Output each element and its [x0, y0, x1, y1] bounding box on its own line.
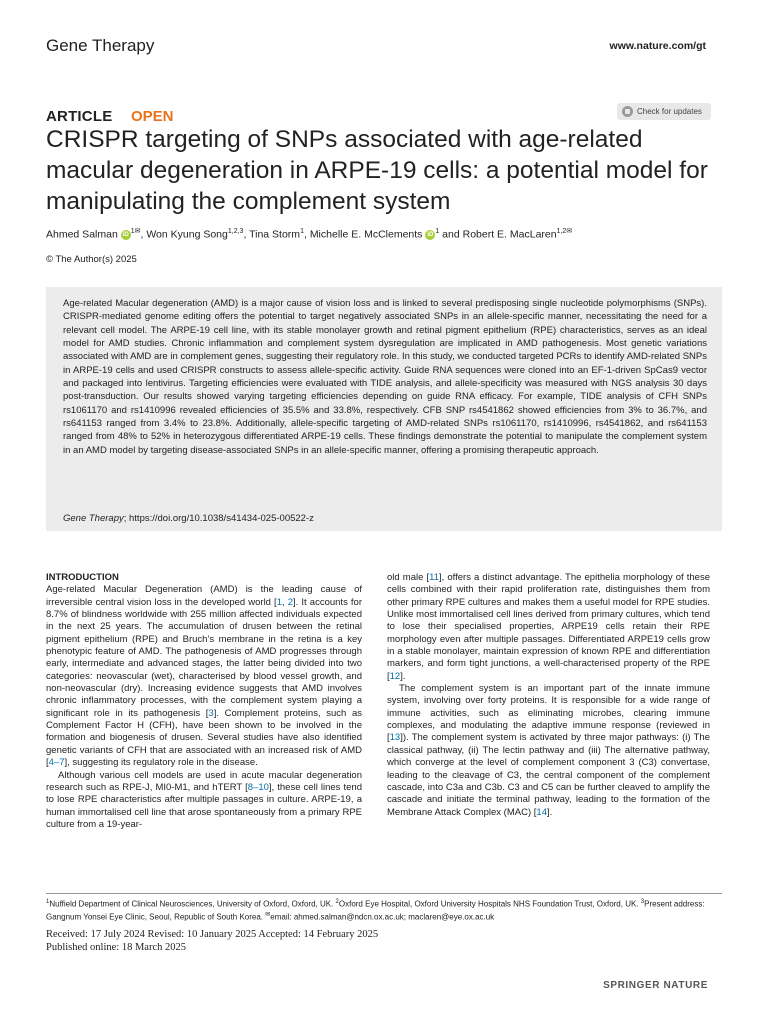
journal-url-link[interactable]: www.nature.com/gt	[609, 40, 706, 52]
reference-link[interactable]: 1	[276, 596, 282, 608]
check-for-updates-button[interactable]	[617, 103, 711, 120]
paragraph-text: ], offers a distinct advantage. The epithelia morphology of these cells combined with their rapid proliferation rate, distinguishes them from other primary RPE cultures and makes them a useful model for RPE studies. Unlike most immortalised cell lines derived from primary cultures, which tend to lose their specialised properties, ARPE19 cells retain their RPE morphology even after multiple passages. Differentiated ARPE19 cells grow in a stable monolayer, maintain expression of known RPE and differentiation markers, and form tight junctions, a well-characterised property of the RPE [	[387, 572, 710, 682]
body-column-left	[46, 572, 362, 831]
body-paragraph	[387, 572, 710, 683]
footnote-marker: 3	[640, 899, 645, 905]
dates-line-received: Received: 17 July 2024 Revised: 10 January 2025 Accepted: 14 February 2025	[46, 929, 379, 940]
reference-link[interactable]: 3	[208, 707, 214, 719]
article-type-label: ARTICLE	[46, 108, 113, 125]
reference-link[interactable]: 14	[536, 806, 547, 818]
reference-link[interactable]: 2	[287, 596, 294, 608]
check-updates-label: Check for updates	[637, 107, 702, 116]
author-name[interactable]: Won Kyung Song	[146, 228, 228, 241]
body-column-right	[387, 572, 710, 819]
author-name[interactable]: Michelle E. McClements	[309, 228, 423, 241]
paragraph-text: ].	[546, 806, 553, 818]
abstract-text: Age-related Macular degeneration (AMD) is a major cause of vision loss and is linked to several predisposing single nucleotide polymorphisms (SNPs). CRISPR-mediated genome editing offers the potential to target negatively associated SNPs in an allele-specific manner, necessitating the need for a relevant cell model. The ARPE-19 cell line, with its stable monolayer growth and retinal pigment epithelium (RPE) characteristics, serves as an ideal model for AMD studies. Chronic inflammation and complement system dysregulation are implicated in AMD pathogenesis. Most genetic variations associated with AMD are in complement genes, suggesting their regulatory role. In this study, we conducted targeted PCRs to identify AMD-related SNPs in ARPE-19 cells and used CRISPR constructs to assess allele-specific activity. Guide RNA sequences were cloned into an EF-1-driven SpCas9 vector and packaged into lentivirus. Targeting efficiencies were evaluated with TIDE analysis, and allele-specificity was measured with NGS analysis 30 days post-transduction. Our results showed varying targeting efficiencies depending on guide RNA efficacy. For example, TIDE analysis of CFH SNPs rs1061170 and rs1410996 revealed efficiencies of 35.5% and 33.8%, respectively. CFB SNP rs4541862 showed efficiencies from 3% to 36.7%, and rs641153 ranged from 3.4% to 23.8%. Additionally, allele-specific targeting of AMD-related SNPs rs1061170, rs1410996, rs4541862, and rs641153 ranged from 48% to 52% in heterozygous differentiated ARPE-19 cells. These findings demonstrate the potential to manipulate the complement system in an AMD model by targeting disease-associated SNPs in an allele-specific manner, offering a promising therapeutic approach.	[63, 298, 707, 456]
author-name[interactable]: Robert E. MacLaren	[462, 228, 557, 241]
open-access-label: OPEN	[131, 108, 174, 125]
author-name[interactable]: Tina Storm	[249, 228, 301, 241]
paragraph-text: ].	[400, 670, 406, 682]
footnote-marker: 2	[335, 899, 339, 905]
orcid-icon[interactable]: iD	[427, 231, 434, 238]
copyright-notice: © The Author(s) 2025	[46, 254, 137, 265]
author-affiliation: 1	[300, 228, 304, 235]
springer-nature-logo: SPRINGER NATURE	[603, 980, 708, 991]
author-affiliation: 1,2,3	[227, 228, 244, 235]
publication-dates	[46, 928, 378, 954]
author-separator: ,	[303, 228, 310, 241]
footnote-marker: ✉	[265, 911, 271, 918]
reference-link[interactable]: 4–7	[48, 757, 65, 769]
journal-name: Gene Therapy	[46, 36, 155, 55]
paragraph-text: Age-related Macular Degeneration (AMD) is the leading cause of irreversible central vision loss in the developed world [	[46, 584, 362, 608]
footnote-text: Nuffield Department of Clinical Neurosciences, University of Oxford, Oxford, UK.	[49, 899, 336, 909]
footnote-divider	[46, 893, 722, 894]
paragraph-text: ], these cell lines tend to lose RPE characteristics after multiple passages in culture. ARPE-19, a human immortalised cell line that arose spontaneously from a primary RPE culture from a 19-year-	[46, 781, 362, 830]
left-column-paragraphs	[46, 584, 362, 831]
footnote-text: Oxford Eye Hospital, Oxford University Hospitals NHS Foundation Trust, Oxford, UK.	[338, 899, 641, 909]
author-separator: ,	[140, 228, 147, 241]
paragraph-text: ]. Complement proteins, such as Complement Factor H (CFH), have been shown to be involved in the formation and biogenesis of drusen. Several studies have also identified genetic variants of CFH that are associated with an increased risk of AMD [	[46, 707, 362, 769]
author-affiliation: 1,2✉	[556, 228, 573, 235]
abstract-box	[46, 287, 722, 531]
abstract-citation	[63, 513, 314, 524]
reference-link[interactable]: 12	[389, 670, 401, 682]
paragraph-text: ]). The complement system is activated by three major pathways: (i) The classical pathway, (ii) The lectin pathway and (iii) The alternative pathway, which converge at the level of complement component 3 (C3) convertase, leading to the cleavage of C3, the central component of the complement cascade, into C3a and C3b. C3 and C5 can be further cleaved to amplify the cascade and initiate the terminal pathway, leading to the formation of the Membrane Attack Complex (MAC) [	[387, 732, 710, 818]
citation-journal: Gene Therapy	[63, 513, 124, 524]
footnote-marker: 1	[46, 899, 50, 905]
paragraph-text: ], suggesting its regulatory role in the disease.	[64, 757, 258, 769]
orcid-icon[interactable]: iD	[122, 231, 129, 238]
footnote-text: Present address: Gangnum Yonsei Eye Clinic, Seoul, Republic of South Korea.	[46, 899, 705, 922]
affiliations-footnote	[46, 897, 722, 922]
section-heading-introduction: INTRODUCTION	[46, 572, 119, 583]
author-separator: ,	[243, 228, 250, 241]
paragraph-text: old male [	[387, 572, 430, 583]
reference-link[interactable]: 8–10	[247, 781, 269, 793]
author-list	[46, 227, 572, 241]
body-paragraph	[46, 770, 362, 832]
paragraph-text: Although various cell models are used in acute macular degeneration research such as RPE-J, MI0-M1, and hTERT [	[46, 769, 362, 793]
check-updates-icon	[622, 106, 633, 117]
body-paragraph	[387, 683, 710, 819]
body-paragraph	[46, 584, 362, 769]
reference-link[interactable]: 13	[389, 732, 401, 744]
author-separator: and	[439, 228, 463, 241]
footnote-text: email: ahmed.salman@ndcn.ox.ac.uk; maclaren@eye.ox.ac.uk	[270, 912, 495, 922]
reference-link[interactable]: 11	[429, 572, 439, 583]
paragraph-text: ]. It accounts for 8.7% of blindness worldwide with 255 million affected individuals expected in the next 25 years. The accumulation of drusen between the retinal pigment epithelium (RPE) and Bruch’s membrane in the retina is a key phenotypic feature of AMD. The pathogenesis of AMD progresses through early, intermediate and advanced stages, the latter being divided into two categories: neovascular (wet), characterised by blood vessel growth, and non-neovascular (dry). Increasing evidence suggests that AMD involves chronic inflammatory processes, with the complement system playing a significant role in its pathogenesis [	[46, 596, 362, 719]
article-title: CRISPR targeting of SNPs associated with age-related macular degeneration in ARPE-19 cells: a potential model for manipulating the complement system	[46, 126, 708, 215]
paragraph-text: The complement system is an important part of the innate immune system, involving over forty proteins. It is responsible for a wide range of immune activities, such as eliminating microbes, clearing immune complexes, and modulating the adaptive immune response (reviewed in [	[387, 683, 710, 744]
author-name[interactable]: Ahmed Salman	[46, 228, 118, 241]
paragraph-text: ,	[282, 596, 288, 608]
author-affiliation: 1	[435, 228, 440, 235]
author-affiliation: 1✉	[130, 228, 141, 235]
doi-link[interactable]: ; https://doi.org/10.1038/s41434-025-00522-z	[123, 513, 314, 524]
dates-line-published: Published online: 18 March 2025	[46, 942, 186, 953]
